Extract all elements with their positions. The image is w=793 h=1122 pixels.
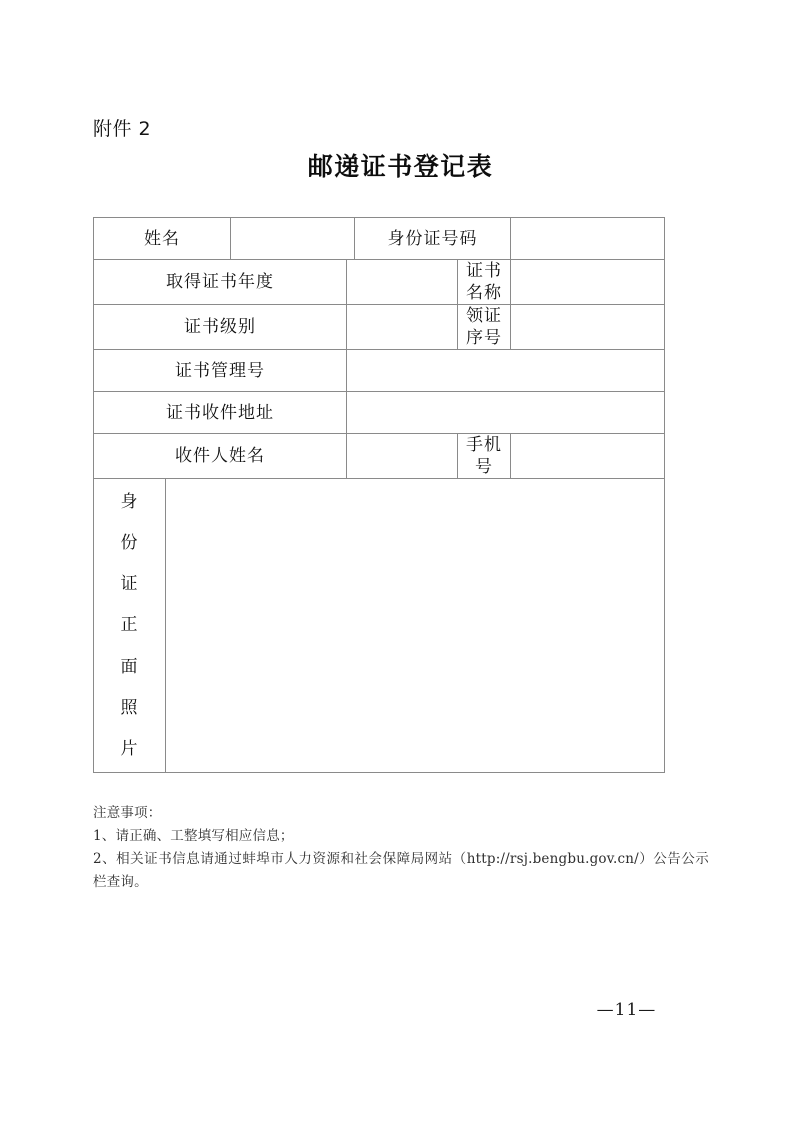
field-label-recipient-name: 收件人姓名: [94, 434, 347, 479]
notes-heading: 注意事项：: [93, 805, 162, 821]
certificate-registration-table: [93, 217, 665, 773]
page-title: 邮递证书登记表: [307, 152, 494, 181]
field-label-name: 姓名: [94, 218, 231, 260]
field-value-mobile-number[interactable]: [511, 434, 665, 479]
table-row: [94, 350, 665, 392]
field-value-certificate-name[interactable]: [511, 260, 665, 305]
notes-section: [93, 802, 709, 894]
id-photo-label-char: 照: [120, 697, 139, 718]
field-value-certificate-management-number[interactable]: [347, 350, 665, 392]
field-label-certificate-year: 取得证书年度: [94, 260, 347, 305]
field-label-certificate-name: 证书名称: [458, 260, 511, 305]
attachment-label: 附件 2: [93, 118, 152, 140]
table-row-photo: [94, 479, 665, 773]
notes-item-2: 2、相关证书信息请通过蚌埠市人力资源和社会保障局网站（http://rsj.bengbu.gov.cn/）公告公示栏查询。: [93, 851, 709, 890]
id-photo-label-char: 身: [120, 492, 139, 512]
field-label-id-number: 身份证号码: [355, 218, 511, 260]
field-value-recipient-name[interactable]: [347, 434, 458, 479]
id-photo-vertical-label: [98, 493, 161, 759]
field-value-delivery-address[interactable]: [347, 392, 665, 434]
table-row: [94, 218, 665, 260]
table-row: [94, 260, 665, 305]
field-value-collection-serial[interactable]: [511, 305, 665, 350]
field-label-delivery-address: 证书收件地址: [94, 392, 347, 434]
table-row: [94, 434, 665, 479]
notes-item-1: 1、请正确、工整填写相应信息；: [93, 828, 294, 844]
field-label-certificate-level: 证书级别: [94, 305, 347, 350]
field-value-id-number[interactable]: [511, 218, 665, 260]
field-value-name[interactable]: [231, 218, 355, 260]
field-value-certificate-year[interactable]: [347, 260, 458, 305]
id-photo-label-char: 份: [120, 533, 139, 554]
field-value-certificate-level[interactable]: [347, 305, 458, 350]
id-photo-label-char: 片: [120, 738, 139, 759]
id-photo-label-char: 正: [120, 615, 139, 636]
id-photo-drop-area[interactable]: [166, 479, 665, 773]
id-photo-label-char: 面: [120, 656, 139, 677]
field-label-mobile-number: 手机号: [458, 434, 511, 479]
table-row: [94, 305, 665, 350]
table-row: [94, 392, 665, 434]
page-number: —11—: [596, 1000, 657, 1020]
field-label-id-photo: [94, 479, 166, 773]
field-label-certificate-management-number: 证书管理号: [94, 350, 347, 392]
id-photo-label-char: 证: [120, 574, 139, 595]
field-label-collection-serial: 领证序号: [458, 305, 511, 350]
